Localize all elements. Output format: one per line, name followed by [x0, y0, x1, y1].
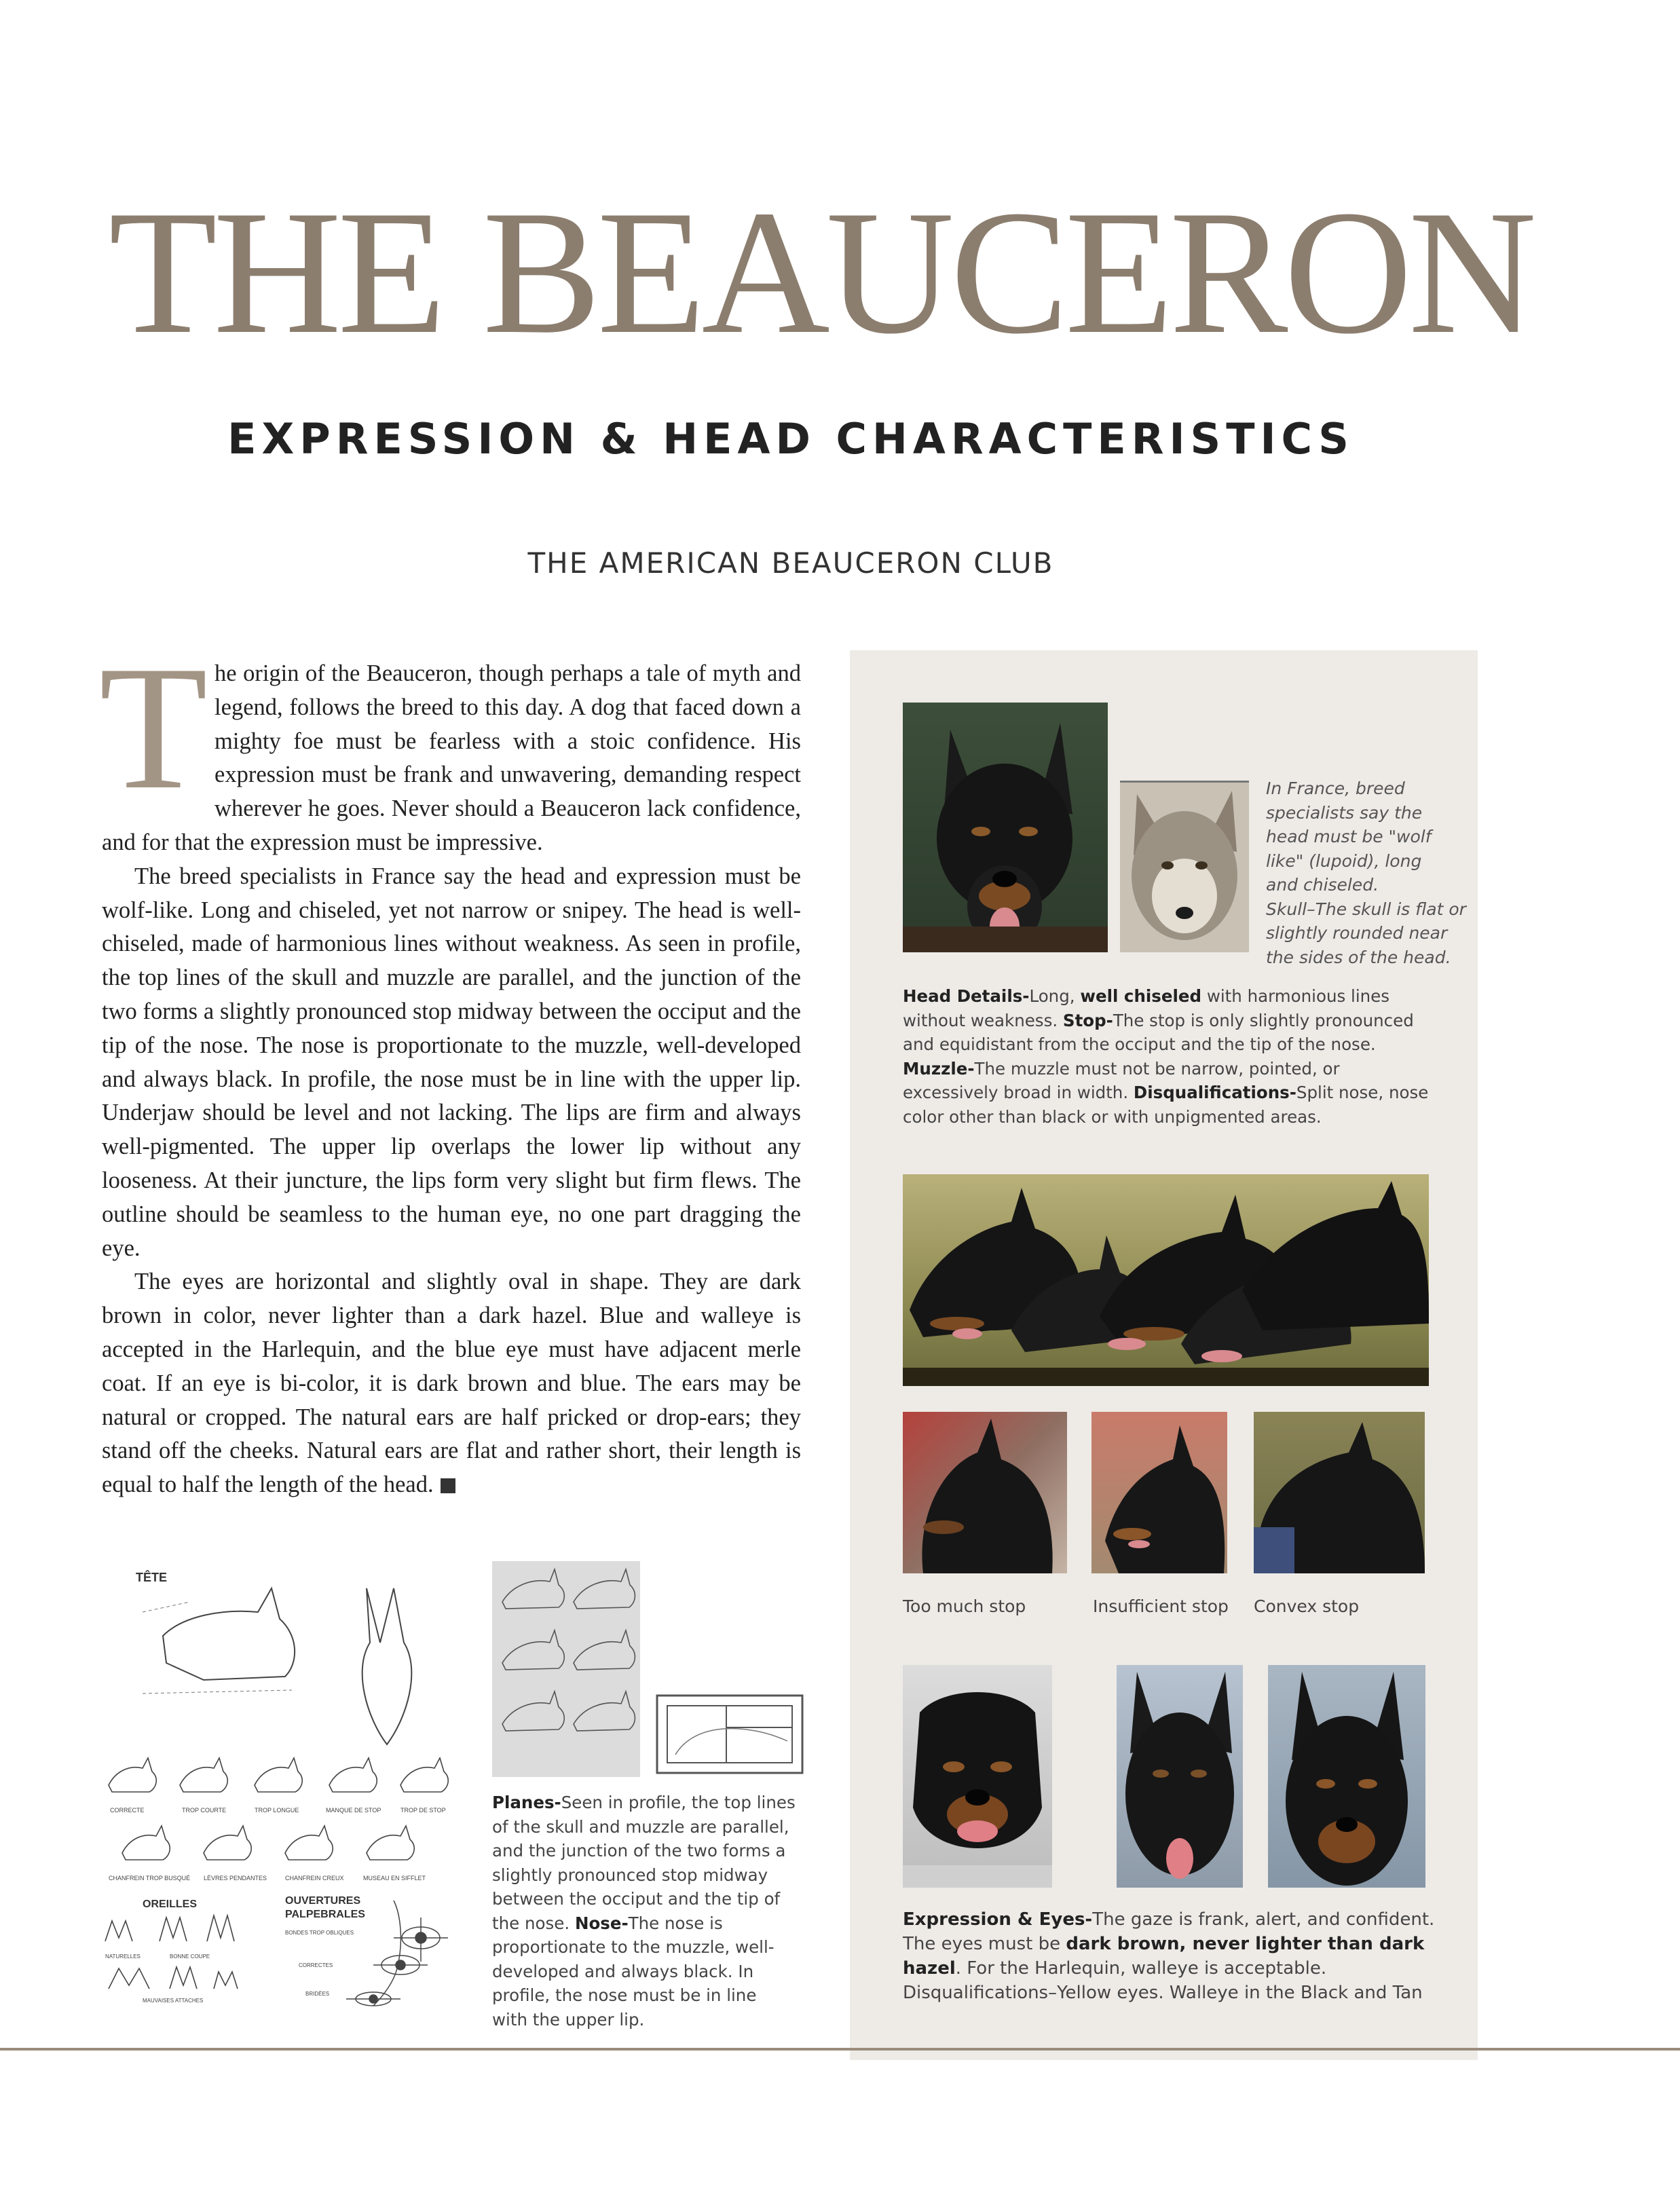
wolf-head-photo [1120, 781, 1249, 952]
nose-label: Nose- [574, 1913, 629, 1933]
muzzle-label: Muzzle- [903, 1058, 975, 1079]
planes-label: Planes- [492, 1793, 561, 1812]
planes-caption [492, 1791, 796, 2032]
head-details-caption [903, 984, 1439, 1129]
wolf-caption-line: slightly rounded near [1266, 923, 1448, 943]
convex-stop-label: Convex stop [1254, 1596, 1360, 1616]
expression-bold: dark brown, never lighter than dark hazel [903, 1934, 1425, 1979]
expression-photo-2 [1117, 1665, 1243, 1888]
proportion-box-sketch [655, 1694, 804, 1775]
expression-caption [903, 1907, 1439, 2005]
sketch-eye-label: BRIDÉES [305, 1991, 330, 1997]
expression-photo-3 [1268, 1665, 1425, 1888]
sketch-row2-label: LÈVRES PENDANTES [204, 1875, 267, 1882]
wolf-caption-line: like" (lupoid), long [1266, 850, 1422, 871]
wolf-caption-line: In France, breed [1266, 779, 1405, 798]
wolf-caption-line: specialists say the [1266, 802, 1423, 823]
sketch-row2-label: CHANFREIN TROP BUSQUÉ [109, 1875, 191, 1882]
sketch-row1-label: CORRECTE [110, 1807, 145, 1814]
sketch-label-oreilles: OREILLES [143, 1898, 198, 1910]
planes-text: Seen in profile, the top lines of the skull and muzzle are parallel, and the junction of the two forms a slightly pronounced stop midway between the occiput and the tip of the nose. [492, 1793, 796, 1933]
wolf-caption-line: head must be "wolf [1266, 827, 1432, 846]
expression-text: The gaze is frank, alert, and confident. The eyes must be [903, 1909, 1435, 1954]
sketch-row2-label: MUSEAU EN SIFFLET [363, 1875, 426, 1882]
expression-label: Expression & Eyes- [903, 1909, 1093, 1930]
sketch-eye-label: BONDES TROP OBLIQUES [285, 1930, 354, 1936]
sketch-ear-label: MAUVAISES ATTACHES [143, 1998, 204, 2004]
wolf-caption-line: Skull–The skull is flat or [1266, 899, 1466, 919]
disqualifications-text: Split nose, nose color other than black or with unpigmented areas. [903, 1083, 1429, 1127]
convex-stop-photo [1254, 1412, 1425, 1573]
stop-label: Stop- [1062, 1010, 1113, 1030]
head-details-bold: well chiseled [1080, 986, 1202, 1006]
beauceron-head-photo [903, 703, 1108, 952]
article-body [99, 629, 801, 1502]
article-paragraph-3 [102, 1265, 801, 1502]
head-details-text: with harmonious lines without weakness. [903, 986, 1390, 1030]
sketch-row1-label: TROP DE STOP [400, 1807, 446, 1814]
too-much-stop-photo [903, 1412, 1067, 1573]
page-title: THE BEAUCERON [109, 174, 1533, 371]
too-much-stop-label: Too much stop [903, 1596, 1026, 1616]
sketch-label-palpebrales: PALPEBRALES [285, 1909, 365, 1920]
sketch-ear-label: BONNE COUPE [170, 1953, 210, 1960]
planes-sketch [492, 1561, 640, 1777]
sketch-row1-label: TROP COURTE [182, 1807, 227, 1814]
paragraph-3-text: The eyes are horizontal and slightly oval in shape. They are dark brown in color, never lighter than a dark hazel. Blue and walleye is accepted in the Harlequin, and the blue eye must have adjacent merle coat. If an eye is bi-color, it is dark brown and blue. The ears may be natural or cropped. The natural ears are half pricked or drop-ears; they stand off the cheeks. Natural ears are flat and rather short, their length is equal to half the length of the head. [102, 1269, 801, 1498]
stop-text: The stop is only slightly pronounced and equidistant from the occiput and the tip of the nose. [903, 1010, 1414, 1054]
head-faults-sketch [102, 1561, 468, 2009]
dog-group-profile-photo [903, 1174, 1429, 1386]
sketch-row1-label: TROP LONGUE [255, 1807, 299, 1814]
end-mark-icon [441, 1478, 455, 1493]
wolf-caption-line: the sides of the head. [1266, 947, 1451, 967]
article-paragraph-1 [99, 629, 801, 860]
head-details-text: Long, [1029, 986, 1081, 1006]
sketch-row1-label: MANQUE DE STOP [326, 1807, 381, 1814]
wolf-caption [1266, 777, 1470, 969]
sketch-row2-label: CHANFREIN CREUX [285, 1875, 344, 1882]
sketch-ear-label: NATURELLES [105, 1953, 141, 1960]
insufficient-stop-photo [1091, 1412, 1227, 1573]
muzzle-text: The muzzle must not be narrow, pointed, or excessively broad in width. [903, 1058, 1340, 1102]
wolf-caption-line: and chiseled. [1266, 875, 1379, 895]
nose-text: The nose is proportionate to the muzzle, well-developed and always black. In profile, the nose must be in line with the upper lip. [492, 1913, 774, 2029]
head-details-label: Head Details- [903, 986, 1030, 1006]
footer-rule [0, 2048, 1680, 2051]
sketch-label-ouvertures: OUVERTURES [285, 1895, 361, 1907]
article-paragraph-2: The breed specialists in France say the head and expression must be wolf-like. Long and chiseled, yet not narrow or snipey. The head is well-chiseled, made of harmonious lines without weakness. As seen in profile, the top lines of the skull and muzzle are parallel, and the junction of the two forms a slightly pronounced stop midway between the occiput and the tip of the nose. The nose is proportionate to the muzzle, well-developed and always black. In profile, the nose must be in line with the upper lip. Underjaw should be level and not lacking. The lips are firm and always well-pigmented. The upper lip overlaps the lower lip without any looseness. At their juncture, the lips form very slight but firm flews. The outline should be seamless to the human eye, no one part dragging the eye. [102, 863, 801, 1261]
sketch-eye-label: CORRECTES [299, 1962, 333, 1968]
expression-photo-1 [903, 1665, 1052, 1888]
expression-text: . For the Harlequin, walleye is acceptable. Disqualifications–Yellow eyes. Walleye in the Black and Tan [903, 1958, 1423, 2003]
paragraph-1-text: he origin of the Beauceron, though perhaps a tale of myth and legend, follows the breed to this day. A dog that faced down a mighty foe must be fearless with a stoic confidence. His expression must be frank and unwavering, demanding respect wherever he goes. Never should a Beauceron lack confidence, and for that the expression must be impressive. [102, 660, 801, 855]
sketch-label-tete: TÊTE [136, 1571, 168, 1584]
insufficient-stop-label: Insufficient stop [1093, 1596, 1229, 1616]
byline: THE AMERICAN BEAUCERON CLUB [527, 546, 1054, 580]
page-subtitle: EXPRESSION & HEAD CHARACTERISTICS [227, 414, 1354, 464]
drop-cap: T [99, 629, 208, 826]
disqualifications-label: Disqualifications- [1133, 1083, 1296, 1102]
